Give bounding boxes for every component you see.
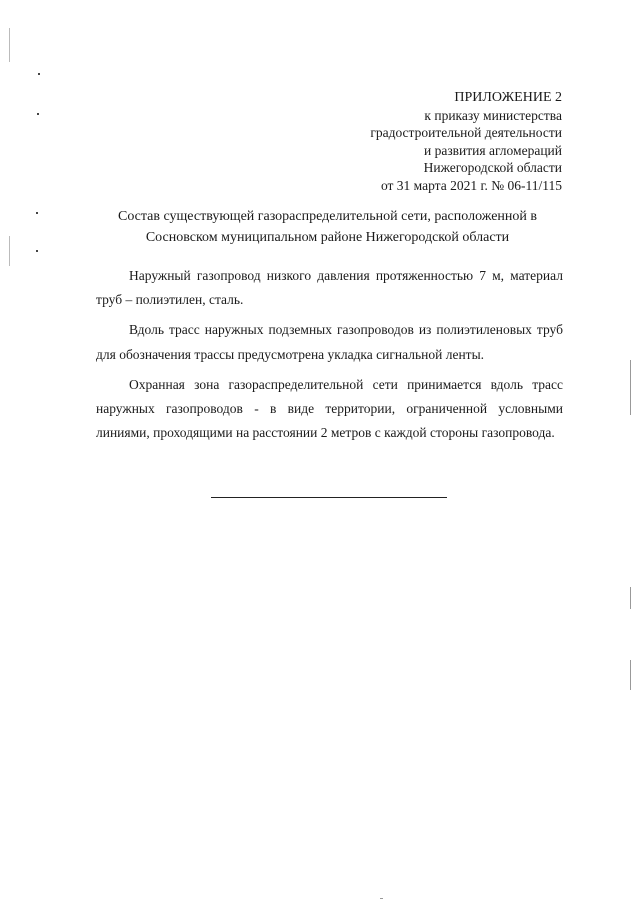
scan-mark	[38, 73, 40, 75]
paragraph: Охранная зона газораспределительной сети принимается вдоль трасс наружных газопроводов - в виде территории, ограниченной условными линиями, проходящими на расстоянии 2 метров с каждой стороны газопровода.	[96, 376, 563, 441]
appendix-line: Нижегородской области	[423, 160, 562, 175]
scan-mark	[9, 236, 10, 266]
scan-mark	[630, 360, 631, 415]
document-title-line: Сосновском муниципальном районе Нижегородской области	[145, 230, 510, 245]
document-title	[80, 206, 575, 248]
paragraph: Вдоль трасс наружных подземных газопроводов из полиэтиленовых труб для обозначения трассы предусмотрена укладка сигнальной ленты.	[96, 322, 563, 362]
document-body	[96, 264, 563, 451]
appendix-title: ПРИЛОЖЕНИЕ 2	[454, 90, 562, 105]
scan-mark	[380, 898, 383, 899]
appendix-order-date: от 31 марта 2021 г. № 06-11/115	[380, 177, 562, 193]
paragraph: Наружный газопровод низкого давления протяженностью 7 м, материал труб – полиэтилен, сталь.	[96, 268, 563, 308]
appendix-line: градостроительной деятельности	[370, 125, 562, 140]
separator-line	[211, 497, 447, 498]
document-title-line: Состав существующей газораспределительной сети, расположенной в	[117, 209, 538, 224]
appendix-line: к приказу министерства	[424, 107, 562, 123]
appendix-header	[370, 89, 562, 194]
appendix-line: и развития агломераций	[423, 142, 562, 158]
scan-mark	[37, 113, 39, 115]
scan-mark	[630, 587, 631, 609]
scan-mark	[36, 250, 38, 252]
scan-mark	[9, 28, 10, 62]
scan-mark	[36, 212, 38, 214]
scan-mark	[630, 660, 631, 690]
